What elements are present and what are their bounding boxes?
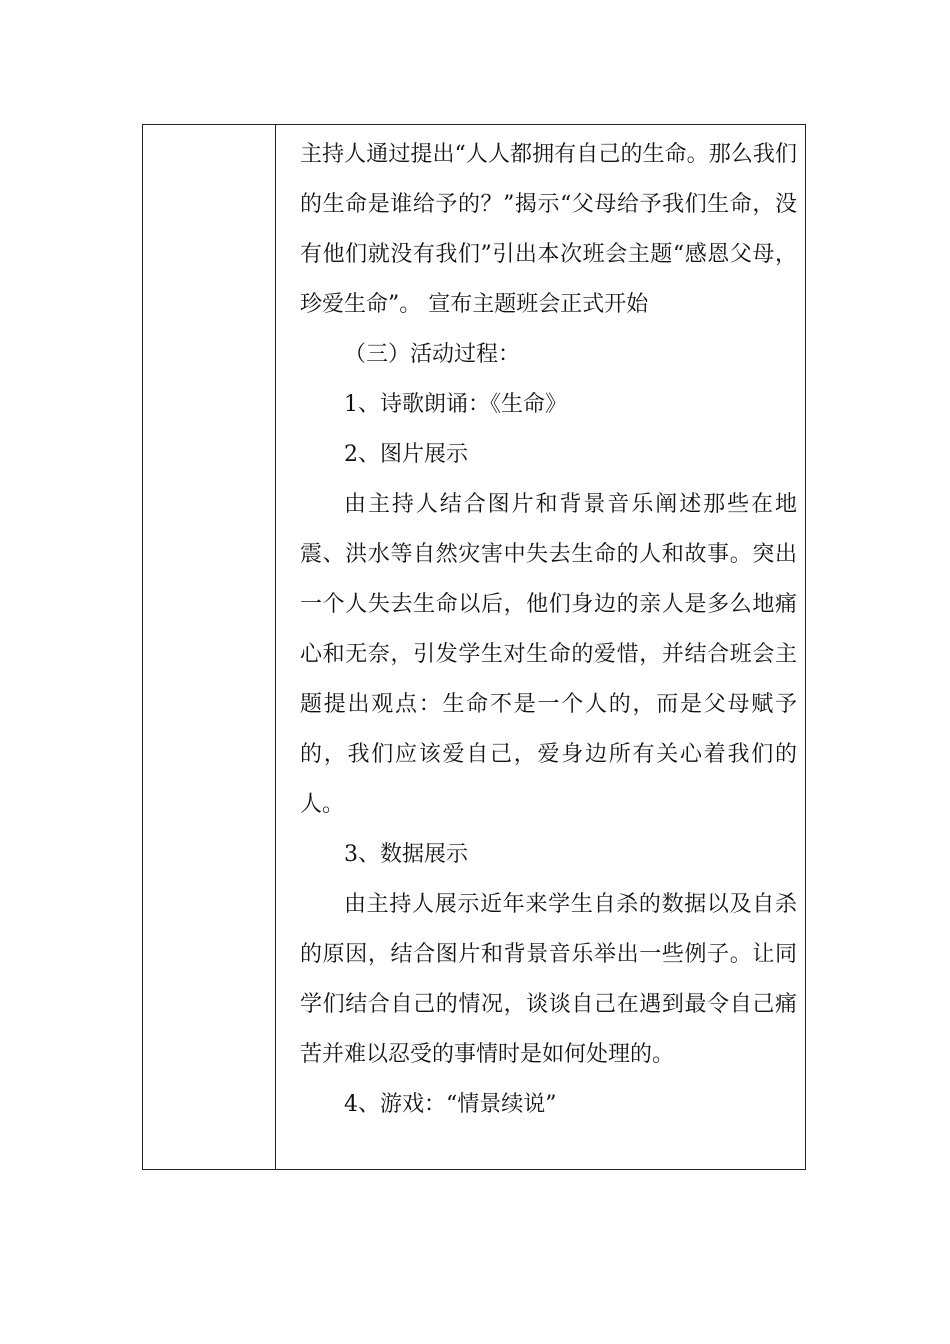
intro-paragraph: 主持人通过提出“人人都拥有自己的生命。那么我们的生命是谁给予的？”揭示“父母给予我们生命，没有他们就没有我们”引出本次班会主题“感恩父母，珍爱生命”。 宣布主题班会正式开始 — [300, 142, 797, 317]
item-data-display: 3、数据展示 — [344, 842, 468, 867]
section-heading-activity-process: （三）活动过程： — [344, 342, 521, 367]
item-picture-display: 2、图片展示 — [344, 442, 468, 467]
data-display-paragraph: 由主持人展示近年来学生自杀的数据以及自杀的原因，结合图片和背景音乐举出一些例子。让同学们结合自己的情况，谈谈自己在遇到最令自己痛苦并难以忍受的事情时是如何处理的。 — [300, 892, 797, 1067]
item-game: 4、游戏：“情景续说” — [344, 1092, 557, 1117]
table-left-cell — [143, 125, 276, 1169]
item-poetry-recitation: 1、诗歌朗诵：《生命》 — [344, 392, 567, 417]
picture-display-paragraph: 由主持人结合图片和背景音乐阐述那些在地震、洪水等自然灾害中失去生命的人和故事。突出一个人失去生命以后，他们身边的亲人是多么地痛心和无奈，引发学生对生命的爱惜，并结合班会主题提出观点：生命不是一个人的，而是父母赋予的，我们应该爱自己，爱身边所有关心着我们的人。 — [300, 492, 797, 817]
table-content-cell — [276, 125, 805, 1169]
document-table — [142, 124, 806, 1170]
